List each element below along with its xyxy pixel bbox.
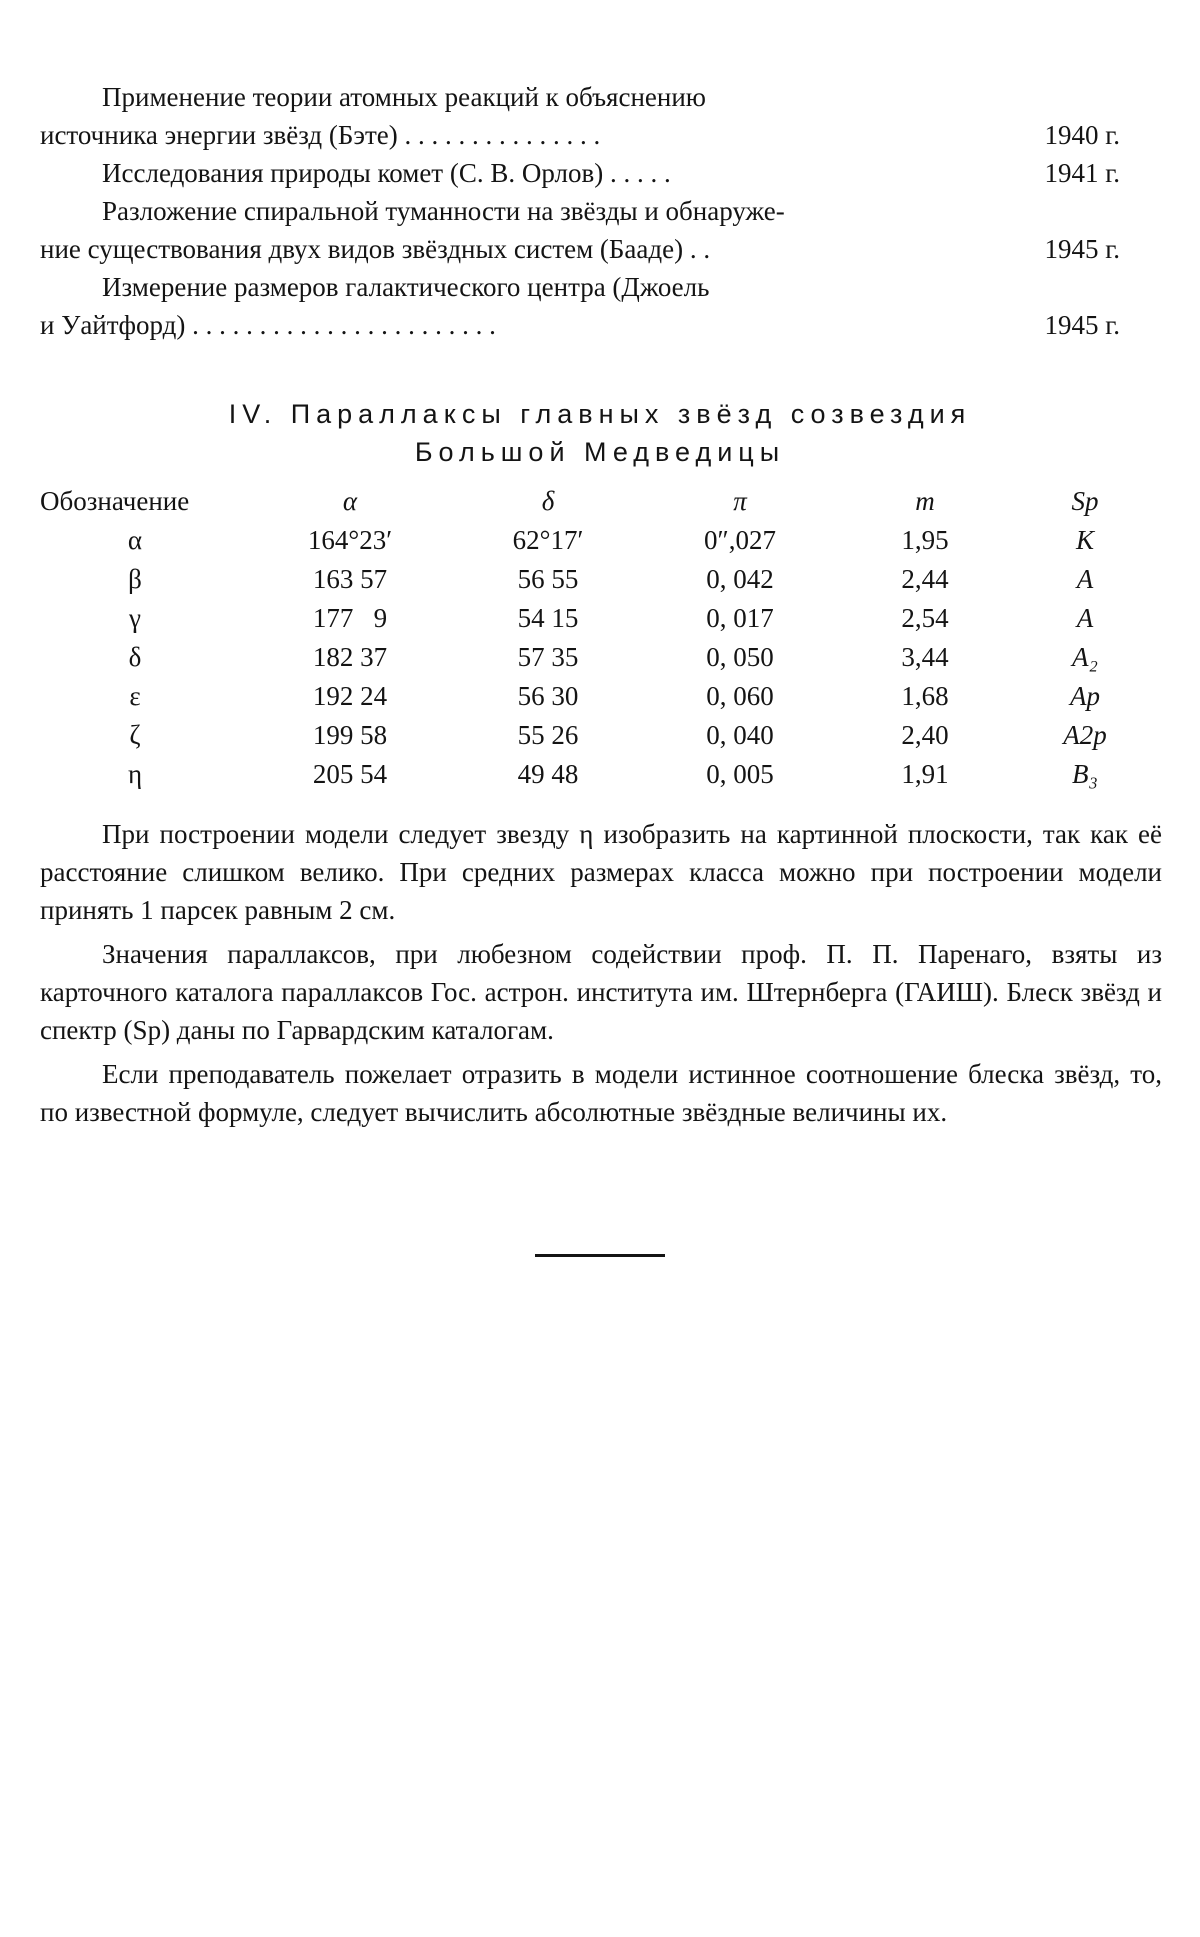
- cell-parallax: 0, 040: [706, 720, 774, 750]
- cell-delta: 49 48: [517, 759, 579, 789]
- cell-magnitude: 1,95: [901, 525, 949, 555]
- cell-delta: 55 26: [517, 720, 579, 750]
- cell-parallax: 0, 017: [706, 603, 774, 633]
- paragraph: Если преподаватель пожелает отразить в модели истинное соотношение блеска звёзд, то, по известной формуле, следует вычислить абсолютные звёздные величины их.: [40, 1059, 1162, 1127]
- chronology-entry: [40, 78, 1120, 154]
- header-magnitude: m: [915, 486, 935, 516]
- chronology-entry: [40, 192, 1120, 268]
- cell-parallax: 0, 042: [706, 564, 774, 594]
- cell-spectrum: Ap: [1070, 681, 1100, 711]
- entry-line: [40, 230, 1120, 268]
- header-parallax: π: [733, 486, 747, 516]
- chronology-entry: [40, 268, 1120, 344]
- parallax-table: [40, 482, 1160, 794]
- cell-spectrum: A₂: [1072, 642, 1098, 672]
- paragraph: При построении модели следует звезду η изобразить на картинной плоскости, так как её расстояние слишком велико. При средних размерах класса можно при построении модели принять 1 парсек равным 2 см.: [40, 819, 1162, 925]
- entry-year: 1940 г.: [1044, 120, 1120, 150]
- table-row: [40, 638, 1160, 677]
- cell-designation: ζ: [129, 720, 141, 750]
- entry-line: [40, 306, 1120, 344]
- cell-alpha: 177 9: [312, 603, 388, 633]
- header-spectrum: Sp: [1071, 486, 1099, 516]
- cell-spectrum: K: [1075, 525, 1094, 555]
- entry-year: 1945 г.: [1044, 234, 1120, 264]
- cell-designation: β: [128, 564, 142, 594]
- header-alpha: α: [342, 486, 358, 516]
- entry-year: 1945 г.: [1044, 310, 1120, 340]
- entry-year: 1941 г.: [1044, 158, 1120, 188]
- table-row: [40, 560, 1160, 599]
- cell-alpha: 182 37: [312, 642, 388, 672]
- header-delta: δ: [541, 486, 555, 516]
- cell-magnitude: 3,44: [901, 642, 949, 672]
- entry-text-line2: ние существования двух видов звёздных систем (Бааде) . .: [40, 234, 711, 264]
- cell-magnitude: 1,91: [901, 759, 949, 789]
- cell-alpha: 163 57: [312, 564, 388, 594]
- cell-parallax: 0, 005: [706, 759, 774, 789]
- chronology-list: [40, 78, 1120, 344]
- header-designation: Обозначение: [40, 486, 190, 516]
- cell-magnitude: 2,40: [901, 720, 949, 750]
- table-row: [40, 677, 1160, 716]
- cell-delta: 62°17′: [512, 525, 584, 555]
- cell-delta: 56 30: [517, 681, 579, 711]
- cell-designation: η: [127, 759, 143, 789]
- entry-text-line2: и Уайтфорд) . . . . . . . . . . . . . . . . . . . . . . .: [40, 310, 496, 340]
- cell-spectrum: A2p: [1063, 720, 1107, 750]
- section-title-line2: Большой Медведицы: [414, 437, 786, 467]
- table-header-row: [40, 482, 1160, 521]
- section-title-line1: IV. Параллаксы главных звёзд созвездия: [228, 399, 972, 429]
- cell-delta: 57 35: [517, 642, 579, 672]
- entry-line: [40, 78, 1120, 116]
- entry-text-line2: источника энергии звёзд (Бэте) . . . . . . . . . . . . . . .: [40, 120, 601, 150]
- cell-spectrum: B₃: [1072, 759, 1098, 789]
- entry-line: [40, 192, 1120, 230]
- entry-line: [40, 116, 1120, 154]
- cell-alpha: 205 54: [312, 759, 388, 789]
- cell-parallax: 0″,027: [704, 525, 776, 555]
- cell-designation: δ: [128, 642, 142, 672]
- entry-line: [40, 154, 1120, 192]
- cell-spectrum: A: [1076, 603, 1094, 633]
- cell-magnitude: 2,44: [901, 564, 949, 594]
- table-row: [40, 716, 1160, 755]
- table-row: [40, 755, 1160, 794]
- notes-text: [40, 815, 1162, 1137]
- table-row: [40, 599, 1160, 638]
- entry-text-line1: Разложение спиральной туманности на звёзды и обнаруже-: [102, 196, 785, 226]
- cell-alpha: 164°23′: [307, 525, 393, 555]
- table-row: [40, 521, 1160, 560]
- cell-designation: α: [127, 525, 143, 555]
- cell-delta: 56 55: [517, 564, 579, 594]
- cell-magnitude: 1,68: [901, 681, 949, 711]
- cell-designation: γ: [129, 603, 141, 633]
- end-rule: [535, 1254, 665, 1257]
- cell-magnitude: 2,54: [901, 603, 949, 633]
- cell-spectrum: A: [1076, 564, 1094, 594]
- cell-alpha: 192 24: [312, 681, 388, 711]
- entry-text-line1: Измерение размеров галактического центра (Джоель: [102, 272, 710, 302]
- chronology-entry: [40, 154, 1120, 192]
- section-heading: [0, 395, 1200, 471]
- paragraph: Значения параллаксов, при любезном содействии проф. П. П. Паренаго, взяты из карточного каталога параллаксов Гос. астрон. института им. Штернберга (ГАИШ). Блеск звёзд и спектр (Sp) даны по Гарвардским каталогам.: [40, 939, 1162, 1045]
- cell-parallax: 0, 050: [706, 642, 774, 672]
- cell-designation: ε: [129, 681, 141, 711]
- entry-text-line1: Применение теории атомных реакций к объяснению: [102, 82, 706, 112]
- entry-line: [40, 268, 1120, 306]
- entry-text-line1: Исследования природы комет (С. В. Орлов) . . . . .: [102, 158, 671, 188]
- cell-delta: 54 15: [517, 603, 579, 633]
- cell-alpha: 199 58: [312, 720, 388, 750]
- cell-parallax: 0, 060: [706, 681, 774, 711]
